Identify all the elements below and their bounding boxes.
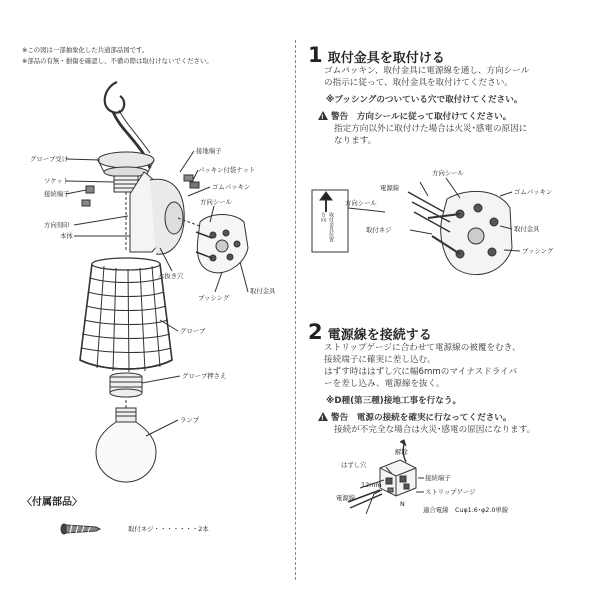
step2-note: ※D種(第三種)接地工事を行なう。 [326, 396, 462, 406]
label-release: 解除 [395, 448, 408, 456]
label-mounting-screw: 取付ネジ [366, 226, 392, 234]
terminal-block-shape [380, 460, 416, 496]
label-strip-length: 12mm [361, 481, 382, 489]
label-ground-terminal: 接地端子 [196, 147, 222, 155]
label-globe-retainer: グローブ押さえ [182, 372, 227, 380]
step2-text-3: はずす時ははずし穴に幅6mmのマイナスドライバ [324, 367, 518, 377]
step2-warning-text: 接続が不完全な場合は火災･感電の原因になります。 [334, 425, 536, 435]
step2-number: 2 [308, 320, 323, 344]
accessories-title: 〈付属部品〉 [22, 497, 82, 508]
label-compatible-wire: 適合電線 Cuφ1.6･φ2.0単線 [423, 506, 509, 514]
label-rubber-packing: ゴムパッキン [212, 183, 251, 191]
label-packing-nut: パッキン付袋ナット [198, 166, 256, 174]
small-screw-icon [86, 186, 94, 193]
lamp-bulb-shape [96, 408, 156, 482]
label-power-wire: 電源線 [380, 184, 400, 192]
step2-text-4: ーを差し込み、電源線を抜く。 [324, 379, 445, 389]
step1-warning-text-2: なります。 [334, 136, 377, 146]
note-line-2: ※部品の有無・損傷を確認し、不備の際は取付けないでください。 [22, 57, 213, 65]
label-connection-terminal: 接続端子 [44, 190, 70, 198]
seal-text-1: 取付金具位置 [328, 212, 334, 242]
label-drain-hole: 水抜き穴 [158, 272, 184, 280]
seal-text-2: 方向 [320, 212, 326, 222]
label-bushing-2: ブッシング [522, 247, 554, 255]
label-connection-terminal-2: 接続端子 [425, 474, 451, 482]
label-bushing: ブッシング [198, 294, 230, 302]
label-power-wire-2: 電源線 [336, 494, 356, 502]
label-globe: グローブ [180, 327, 206, 335]
step1-number: 1 [308, 43, 323, 67]
hanger-hook [105, 82, 125, 113]
label-release-hole: はずし穴 [341, 461, 367, 469]
label-mounting-bracket: 取付金具 [250, 287, 276, 295]
label-strip-gauge: ストリップゲージ [425, 488, 476, 496]
step2-text-1: ストリップゲージに合わせて電源線の被覆をむき、 [324, 343, 521, 353]
accessory-screw-label: 取付ネジ・・・・・・・2本 [128, 525, 209, 533]
label-socket: ソケット [44, 177, 70, 185]
label-main-body: 本体 [60, 232, 73, 240]
step2-warning-title: !警告 電源の接続を確実に行なってください。 [318, 412, 511, 425]
note-line-1: ※この図は一部抽象化した共通部品図です。 [22, 46, 149, 54]
step2-title: 電源線を接続する [327, 328, 432, 343]
globe-holder-shape [98, 152, 154, 168]
step2-text-2: 接続端子に確実に差し込む。 [324, 355, 436, 365]
label-globe-holder: グローブ受け [30, 155, 69, 163]
label-direction-seal: 方向シール [200, 198, 232, 206]
step1-note: ※ブッシングのついている穴で取付けてください。 [326, 95, 523, 105]
label-arrow-seal: 方向シール [345, 199, 377, 207]
label-mounting-bracket-2: 取付金具 [514, 225, 540, 233]
label-letter-n: N [400, 500, 405, 508]
step1-heading [308, 44, 445, 67]
warning-icon [318, 111, 328, 120]
label-lamp: ランプ [180, 416, 200, 424]
warning-icon [318, 412, 328, 421]
step1-title: 取付金具を取付ける [327, 51, 445, 66]
step1-text-1: ゴムパッキン、取付金具に電源線を通し、方向シール [324, 66, 530, 76]
label-direction-mark: 方向刻印 [44, 221, 70, 229]
label-rubber-packing-2: ゴムパッキン [514, 188, 553, 196]
step1-warning-title: !警告 方向シールに従って取付けてください。 [318, 111, 511, 124]
screw-icon [61, 524, 100, 534]
step2-heading [308, 321, 432, 344]
label-direction-seal-2: 方向シール [432, 169, 464, 177]
step1-warning-text-1: 指定方向以外に取付けた場合は火災･感電の原因に [334, 124, 528, 134]
step1-text-2: の指示に従って、取付金具を取付けてください。 [324, 78, 513, 88]
